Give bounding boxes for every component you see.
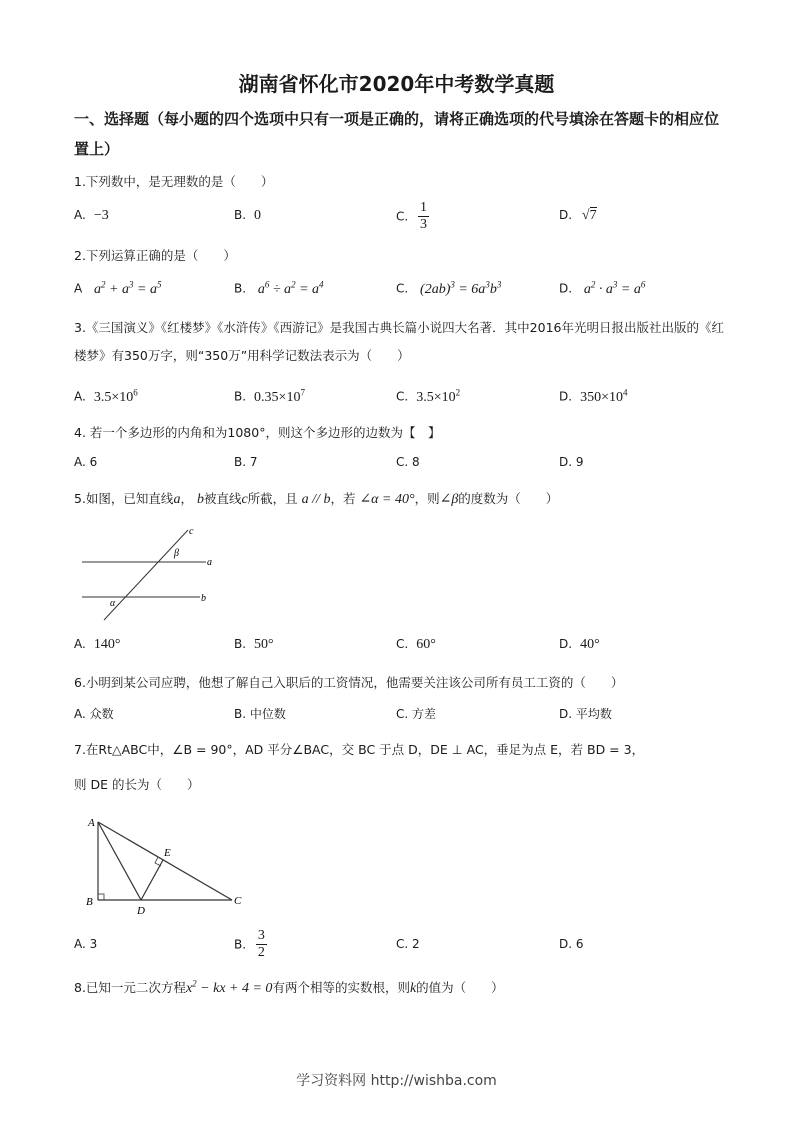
option-label: A. [74, 389, 86, 404]
question-8-stem: 8.已知一元二次方程$x^2$ − kx + 4 = 0有两个相等的实数根，则k的值为（ ） [74, 978, 504, 996]
footer-watermark: 学习资料网 http://wishba.com [296, 1073, 497, 1089]
q6-option-d: D. 平均数 [559, 707, 612, 721]
parallel-lines-figure [78, 522, 218, 626]
option-label: B. [234, 208, 247, 222]
option-label: B. [234, 637, 247, 651]
q1-option-a [74, 208, 109, 224]
option-label: C. [396, 389, 409, 404]
option-label: B. [234, 389, 247, 404]
question-5-stem: 5.如图，已知直线a， b被直线c所截，且 a // b，若 ∠α = 40°，则∠β的度数为（ ） [74, 491, 559, 507]
label-beta: β [174, 548, 179, 559]
q7-option-c: C. 2 [396, 937, 420, 951]
q5-option-c: C. 60° [396, 637, 436, 652]
fraction: $\frac{1}{3}$ [420, 200, 428, 232]
question-1-stem: 1.下列数中，是无理数的是（ ） [74, 174, 274, 189]
label-E: E [164, 847, 171, 859]
option-label: A [74, 281, 83, 296]
q4-option-a: A. 6 [74, 455, 98, 469]
q2-option-d: D. $a^2 \cdot a^3 = a^6$ [559, 279, 646, 297]
option-label: B. [234, 937, 247, 952]
label-A: A [88, 817, 95, 829]
page-title: 湖南省怀化市2020年中考数学真题 [238, 72, 555, 96]
label-b: b [201, 593, 206, 604]
label-alpha: α [110, 598, 116, 609]
q6-option-c: C. 方差 [396, 707, 437, 721]
option-value: 0 [254, 208, 262, 223]
option-label: C. [396, 281, 409, 296]
q4-option-b: B. 7 [234, 455, 258, 469]
option-label: A. [74, 208, 86, 222]
label-D: D [137, 905, 145, 916]
option-label: B. [234, 281, 247, 296]
label-B: B [86, 896, 93, 908]
label-a: a [207, 557, 212, 568]
q7-option-a: A. 3 [74, 937, 98, 951]
question-7-stem-line2: 则 DE 的长为（ ） [74, 777, 200, 792]
question-7-stem-line1: 7.在Rt△ABC中，∠B = 90°，AD 平分∠BAC，交 BC 于点 D，DE ⊥ AC，垂足为点 E，若 BD = 3， [74, 742, 645, 757]
q3-option-b: B. $0.35\times 10^7$ [234, 387, 305, 405]
question-2-stem: 2.下列运算正确的是（ ） [74, 248, 236, 263]
q3-option-c: C. $3.5\times 10^2$ [396, 387, 461, 405]
q1-option-c [396, 200, 429, 233]
label-c: c [189, 526, 194, 537]
q3-option-d: D. $350\times 10^4$ [559, 387, 628, 405]
triangle-figure [82, 812, 252, 916]
q6-option-b: B. 中位数 [234, 707, 286, 721]
q2-option-a: A $a^2 + a^3 = a^5$ [74, 279, 162, 297]
q5-option-d: D. 40° [559, 637, 600, 652]
q7-option-d: D. 6 [559, 937, 584, 951]
q4-option-c: C. 8 [396, 455, 420, 469]
label-C: C [234, 895, 242, 907]
option-label: D. [559, 208, 573, 222]
option-value: −3 [93, 208, 109, 223]
option-label: C. [396, 209, 409, 224]
q6-option-a: A. 众数 [74, 707, 114, 721]
q1-option-d [559, 208, 597, 224]
option-label: D. [559, 389, 573, 404]
option-label: C. [396, 637, 409, 651]
option-label: A. [74, 637, 86, 651]
q3-option-a: A. $3.5\times 10^6$ [74, 387, 138, 405]
q4-option-d: D. 9 [559, 455, 584, 469]
q1-option-b [234, 208, 261, 224]
section-heading: 一、选择题（每小题的四个选项中只有一项是正确的，请将正确选项的代号填涂在答题卡的相应位置上） [74, 110, 720, 158]
option-label: D. [559, 637, 573, 651]
q2-option-b: B. $a^6 \div a^2 = a^4$ [234, 279, 324, 297]
q7-option-b [234, 928, 267, 961]
option-label: D. [559, 281, 573, 296]
q5-option-a: A. 140° [74, 637, 121, 652]
question-6-stem: 6.小明到某公司应聘，他想了解自己入职后的工资情况，他需要关注该公司所有员工工资的（ ） [74, 675, 624, 690]
sqrt-symbol: √7 [581, 208, 597, 223]
q2-option-c: C. $(2ab)^3 = 6a^3b^3$ [396, 279, 502, 297]
q5-option-b: B. 50° [234, 637, 274, 652]
question-3-stem: 3.《三国演义》《红楼梦》《水浒传》《西游记》是我国古典长篇小说四大名著．其中2016年光明日报出版社出版的《红楼梦》有350万字，则“350万”用科学记数法表示为（ ） [74, 320, 724, 363]
fraction: $\frac{3}{2}$ [257, 928, 265, 960]
question-4-stem: 4. 若一个多边形的内角和为1080°，则这个多边形的边数为【 】 [74, 425, 441, 440]
